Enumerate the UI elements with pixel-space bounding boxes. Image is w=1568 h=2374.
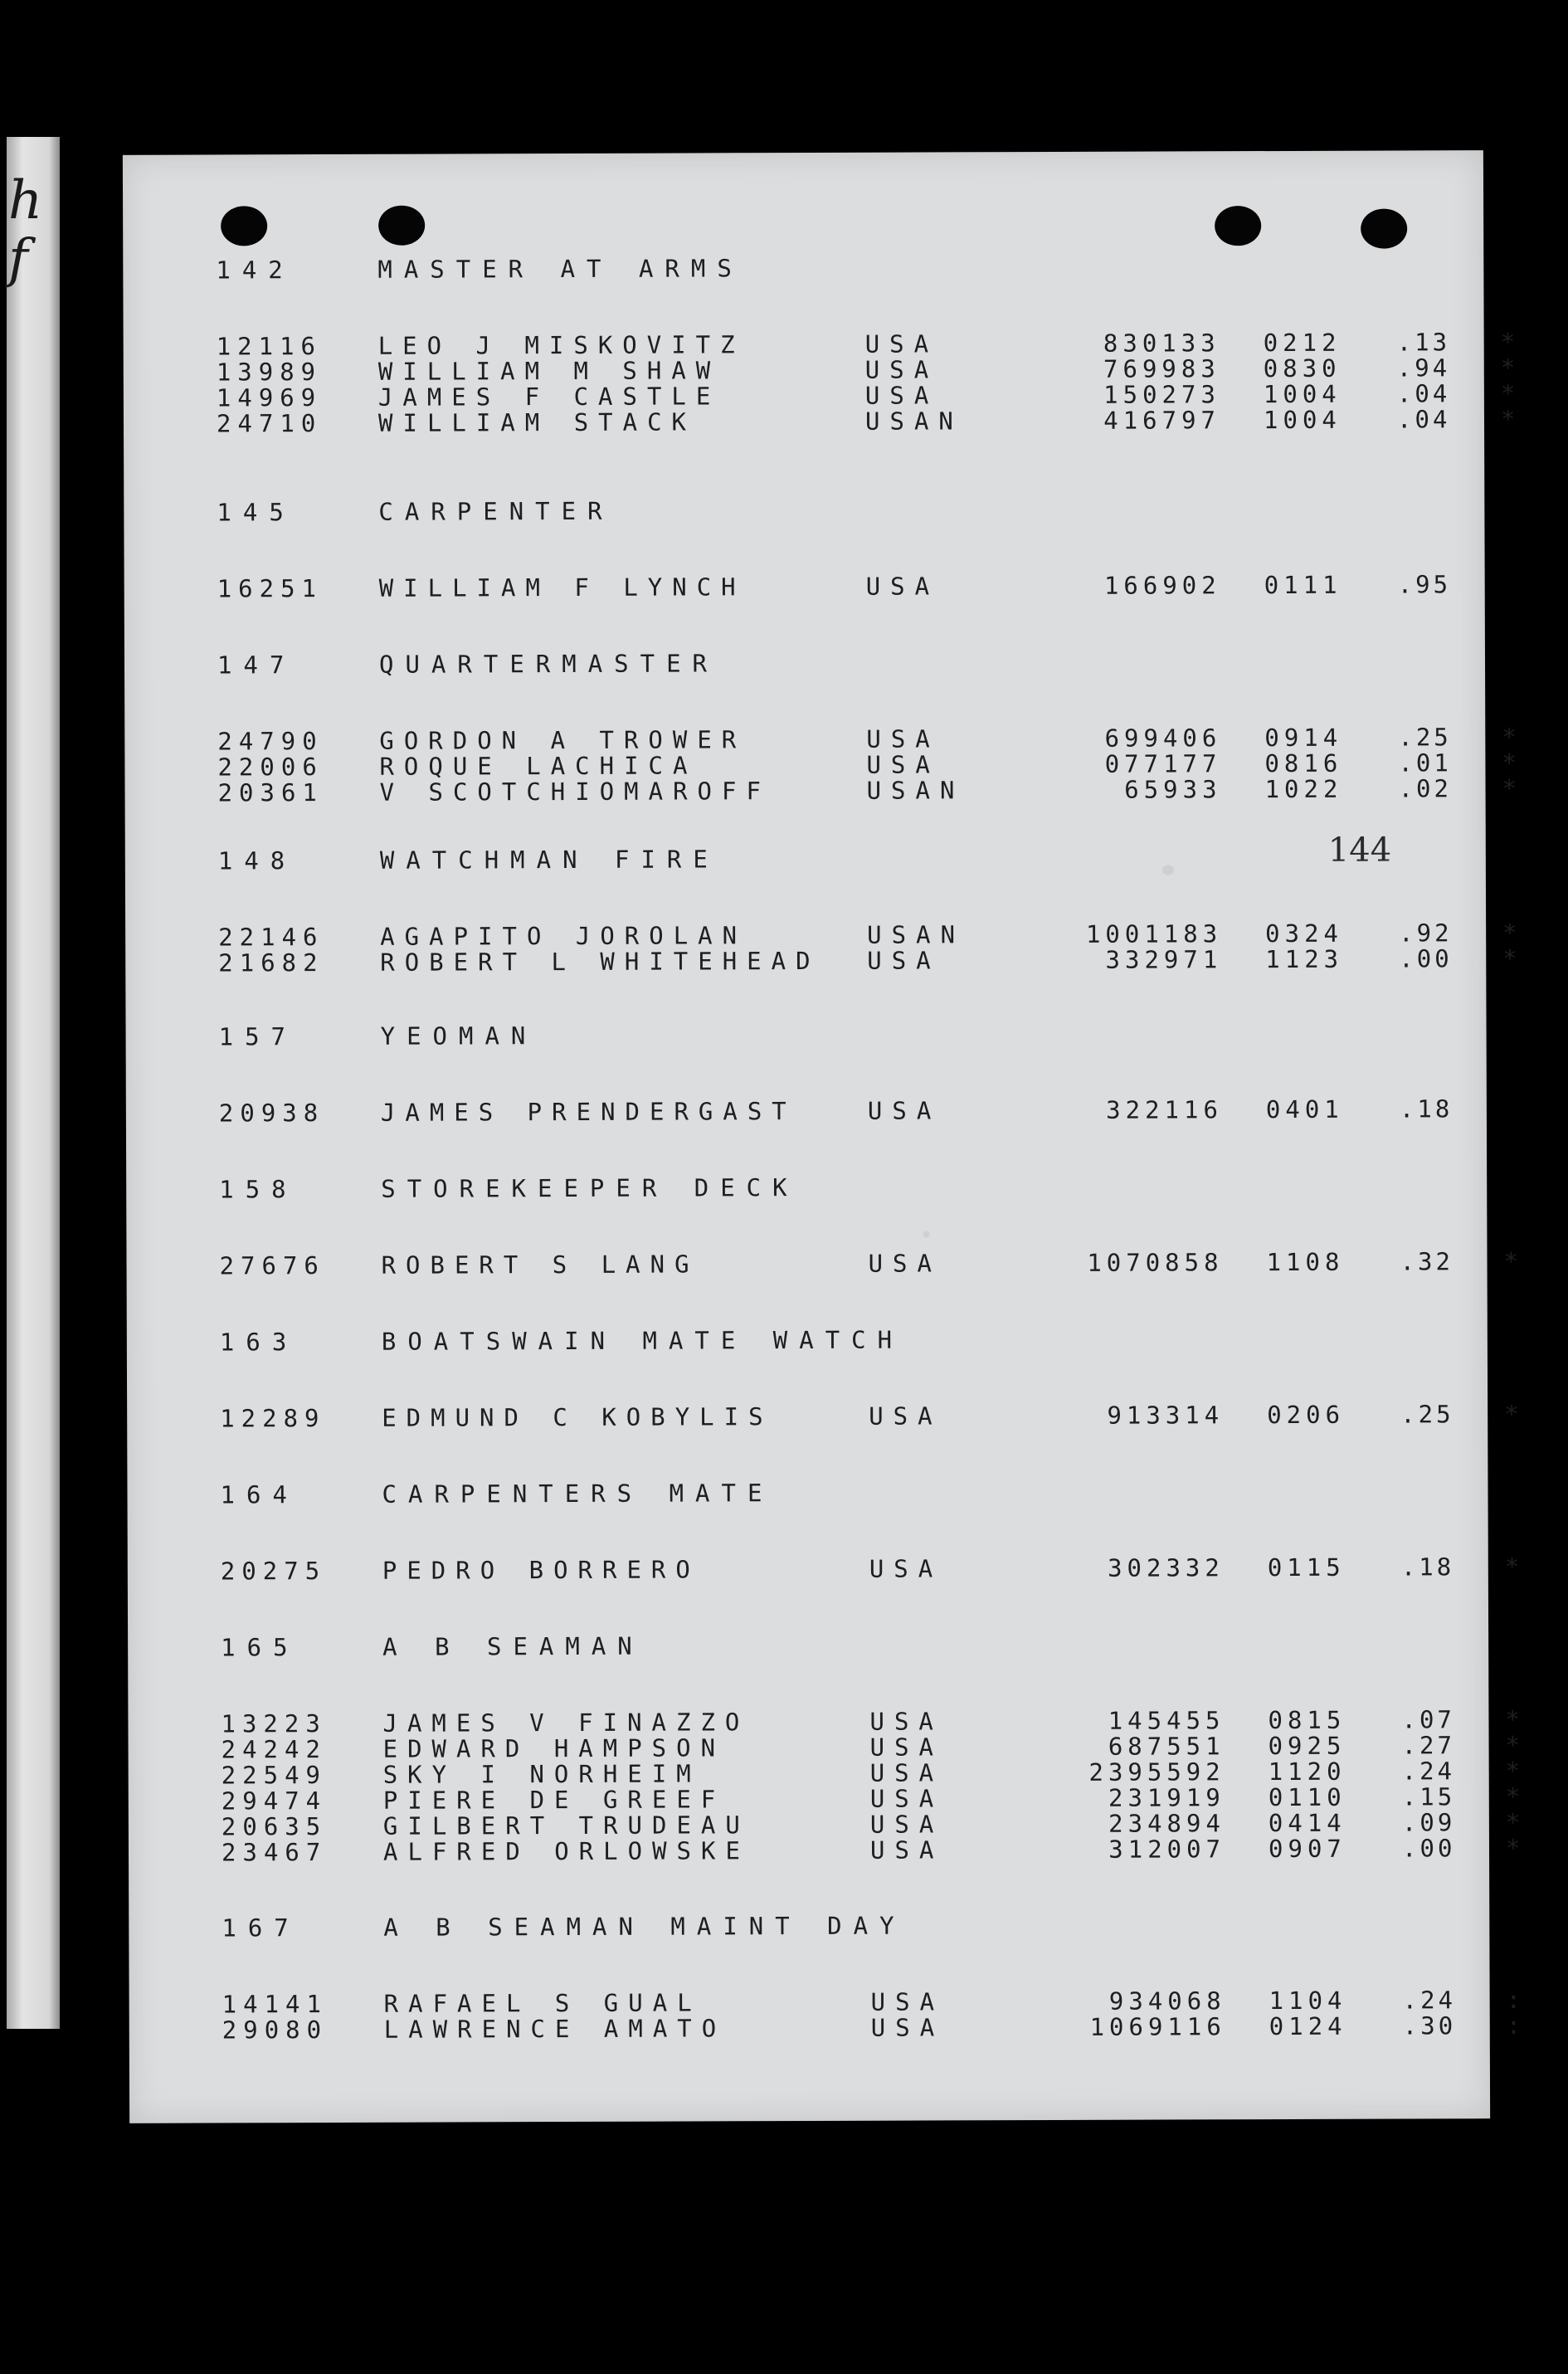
punch-hole bbox=[1361, 208, 1407, 248]
row-country: USA bbox=[864, 329, 939, 358]
row-country: USA bbox=[869, 1554, 943, 1583]
row-mark: * bbox=[1504, 1553, 1520, 1582]
row-id: 29080 bbox=[222, 2016, 329, 2045]
row-id: 21682 bbox=[218, 948, 324, 977]
row-code: 1123 bbox=[1265, 944, 1344, 974]
row-id: 24790 bbox=[217, 727, 324, 756]
row-pct: .18 bbox=[1399, 1094, 1454, 1124]
row-name: GORDON A TROWER bbox=[379, 725, 747, 755]
row-name: WILLIAM STACK bbox=[377, 407, 697, 437]
row-code: 0830 bbox=[1263, 353, 1342, 383]
paper-speck bbox=[923, 1231, 929, 1237]
punch-hole bbox=[1215, 206, 1261, 246]
row-pct: .94 bbox=[1396, 353, 1451, 383]
row-id: 22146 bbox=[218, 923, 324, 952]
left-page-edge bbox=[7, 137, 60, 2029]
row-name: PIERE DE GREEF bbox=[382, 1785, 726, 1815]
row-pct: .24 bbox=[1402, 1986, 1457, 2015]
row-mark: * bbox=[1505, 1731, 1521, 1760]
row-country: USA bbox=[866, 750, 940, 779]
row-country: USA bbox=[869, 1784, 944, 1813]
row-number: 830133 bbox=[1103, 329, 1220, 358]
row-mark: * bbox=[1505, 1834, 1521, 1863]
row-name: AGAPITO JOROLAN bbox=[380, 921, 747, 951]
row-country: USA bbox=[870, 2013, 945, 2042]
row-id: 22549 bbox=[221, 1761, 328, 1790]
row-pct: .27 bbox=[1401, 1731, 1456, 1760]
row-name: V SCOTCHIOMAROFF bbox=[379, 777, 771, 807]
row-name: WILLIAM M SHAW bbox=[377, 356, 721, 386]
row-name: ROQUE LACHICA bbox=[379, 751, 698, 781]
row-number: 231919 bbox=[1108, 1783, 1225, 1812]
row-name: ROBERT L WHITEHEAD bbox=[380, 946, 821, 977]
row-name: RAFAEL S GUAL bbox=[383, 1988, 702, 2018]
row-pct: .18 bbox=[1400, 1553, 1455, 1582]
row-name: SKY I NORHEIM bbox=[382, 1759, 701, 1789]
row-id: 27676 bbox=[219, 1251, 325, 1280]
section-title: CARPENTER bbox=[378, 496, 614, 526]
row-mark: * bbox=[1500, 328, 1516, 357]
row-number: 65933 bbox=[1124, 775, 1222, 804]
row-pct: .00 bbox=[1399, 944, 1453, 973]
row-number: 1070858 bbox=[1087, 1248, 1224, 1277]
row-pct: .30 bbox=[1402, 2011, 1457, 2040]
section-title: YEOMAN bbox=[380, 1021, 538, 1051]
row-mark: * bbox=[1500, 353, 1516, 383]
row-code: 1104 bbox=[1269, 1986, 1347, 2016]
row-country: USA bbox=[870, 1987, 945, 2016]
row-country: USAN bbox=[866, 776, 965, 805]
row-country: USA bbox=[869, 1810, 944, 1839]
row-code: 0124 bbox=[1269, 2011, 1347, 2041]
punch-hole bbox=[378, 206, 425, 246]
row-name: PEDRO BORRERO bbox=[382, 1555, 700, 1585]
row-number: 769983 bbox=[1103, 354, 1220, 383]
row-country: USA bbox=[869, 1733, 944, 1762]
row-pct: .01 bbox=[1398, 748, 1452, 778]
row-name: LEO J MISKOVITZ bbox=[377, 330, 745, 360]
row-code: 0401 bbox=[1265, 1094, 1344, 1124]
row-number: 166902 bbox=[1103, 571, 1221, 600]
row-number: 332971 bbox=[1105, 945, 1223, 974]
row-id: 14141 bbox=[222, 1990, 329, 2019]
row-code: 1004 bbox=[1263, 405, 1342, 435]
row-pct: .04 bbox=[1396, 379, 1451, 408]
row-mark: * bbox=[1505, 1757, 1521, 1786]
row-pct: .15 bbox=[1401, 1782, 1456, 1811]
row-name: JAMES F CASTLE bbox=[377, 382, 721, 412]
row-country: USAN bbox=[864, 407, 963, 436]
row-id: 20361 bbox=[217, 778, 324, 807]
row-pct: .07 bbox=[1401, 1705, 1455, 1734]
row-pct: .95 bbox=[1397, 570, 1452, 599]
row-mark: * bbox=[1502, 723, 1517, 752]
row-name: JAMES PRENDERGAST bbox=[380, 1097, 796, 1127]
row-number: 934068 bbox=[1108, 1986, 1226, 2016]
row-country: USA bbox=[865, 572, 940, 601]
row-name: EDWARD HAMPSON bbox=[382, 1733, 726, 1763]
row-number: 699406 bbox=[1104, 724, 1222, 753]
row-number: 1069116 bbox=[1089, 2012, 1226, 2041]
section-title: CARPENTERS MATE bbox=[382, 1479, 774, 1509]
row-mark: * bbox=[1502, 919, 1517, 948]
punch-hole bbox=[221, 206, 267, 246]
row-id: 13989 bbox=[216, 358, 323, 387]
row-mark: * bbox=[1505, 1782, 1521, 1811]
section-title: WATCHMAN FIRE bbox=[379, 845, 719, 875]
row-pct: .09 bbox=[1401, 1808, 1456, 1837]
row-id: 20635 bbox=[221, 1812, 328, 1841]
row-country: USAN bbox=[867, 920, 966, 949]
row-country: USA bbox=[868, 1249, 942, 1278]
row-pct: .92 bbox=[1399, 919, 1453, 948]
row-mark: : bbox=[1506, 1986, 1522, 2015]
row-pct: .32 bbox=[1400, 1247, 1454, 1276]
row-id: 20938 bbox=[218, 1099, 325, 1128]
row-pct: .25 bbox=[1400, 1400, 1454, 1429]
row-pct: .02 bbox=[1398, 774, 1452, 803]
section-code: 164 bbox=[220, 1480, 299, 1509]
row-id: 29474 bbox=[221, 1787, 328, 1816]
row-country: USA bbox=[864, 355, 939, 384]
row-name: ALFRED ORLOWSKE bbox=[382, 1836, 750, 1866]
row-code: 0907 bbox=[1268, 1834, 1346, 1864]
row-id: 24710 bbox=[216, 409, 323, 438]
section-code: 147 bbox=[217, 651, 296, 680]
section-code: 163 bbox=[219, 1328, 299, 1357]
row-code: 0111 bbox=[1264, 570, 1342, 600]
row-code: 0815 bbox=[1268, 1705, 1346, 1735]
row-id: 13223 bbox=[221, 1709, 327, 1738]
section-title: QUARTERMASTER bbox=[378, 649, 719, 679]
row-id: 12289 bbox=[220, 1404, 326, 1433]
row-country: USA bbox=[869, 1707, 943, 1736]
margin-scrawl: f bbox=[8, 228, 28, 290]
row-country: USA bbox=[869, 1401, 942, 1431]
row-number: 150273 bbox=[1103, 380, 1220, 409]
row-mark: * bbox=[1502, 774, 1517, 803]
row-pct: .24 bbox=[1401, 1757, 1456, 1786]
section-code: 148 bbox=[217, 846, 297, 875]
row-name: LAWRENCE AMATO bbox=[383, 2014, 727, 2044]
section-title: STOREKEEPER DECK bbox=[381, 1173, 799, 1203]
row-code: 0115 bbox=[1267, 1553, 1346, 1582]
row-mark: * bbox=[1502, 944, 1517, 973]
row-country: USA bbox=[864, 381, 939, 410]
row-id: 12116 bbox=[216, 332, 323, 361]
row-mark: * bbox=[1505, 1705, 1520, 1734]
row-pct: .04 bbox=[1396, 405, 1451, 434]
row-code: 0925 bbox=[1268, 1731, 1346, 1761]
row-number: 1001183 bbox=[1085, 919, 1223, 948]
row-pct: .25 bbox=[1398, 723, 1452, 752]
row-pct: .00 bbox=[1401, 1834, 1456, 1863]
section-code: 157 bbox=[218, 1022, 298, 1051]
row-code: 1108 bbox=[1266, 1247, 1345, 1277]
section-title: MASTER AT ARMS bbox=[377, 254, 743, 284]
row-number: 302332 bbox=[1107, 1553, 1225, 1582]
row-name: WILLIAM F LYNCH bbox=[378, 573, 746, 602]
row-mark: * bbox=[1502, 748, 1517, 778]
section-code: 142 bbox=[216, 256, 295, 285]
row-id: 23467 bbox=[221, 1838, 328, 1867]
row-id: 20275 bbox=[220, 1557, 327, 1586]
section-code: 158 bbox=[219, 1175, 298, 1204]
section-title: A B SEAMAN bbox=[382, 1631, 644, 1661]
row-code: 0816 bbox=[1264, 748, 1343, 778]
paper-speck bbox=[1162, 865, 1174, 875]
row-pct: .13 bbox=[1396, 328, 1451, 357]
row-id: 22006 bbox=[217, 753, 324, 782]
row-code: 0324 bbox=[1265, 919, 1344, 948]
row-country: USA bbox=[867, 1096, 942, 1125]
section-title: BOATSWAIN MATE WATCH bbox=[381, 1325, 904, 1356]
row-mark: * bbox=[1500, 405, 1516, 434]
row-country: USA bbox=[869, 1758, 944, 1787]
row-mark: * bbox=[1500, 379, 1516, 408]
row-mark: : bbox=[1506, 2011, 1522, 2040]
row-code: 0212 bbox=[1263, 328, 1342, 358]
row-number: 913314 bbox=[1107, 1401, 1225, 1430]
row-name: ROBERT S LANG bbox=[381, 1250, 699, 1280]
section-title: A B SEAMAN MAINT DAY bbox=[383, 1911, 906, 1942]
margin-scrawl: h bbox=[8, 170, 43, 232]
section-code: 165 bbox=[221, 1633, 299, 1662]
row-country: USA bbox=[867, 946, 941, 975]
row-number: 312007 bbox=[1108, 1835, 1226, 1864]
row-id: 24242 bbox=[221, 1735, 327, 1764]
row-number: 145455 bbox=[1108, 1706, 1225, 1735]
row-code: 0914 bbox=[1264, 723, 1343, 753]
row-mark: * bbox=[1504, 1400, 1519, 1429]
row-mark: * bbox=[1505, 1808, 1521, 1837]
row-id: 16251 bbox=[217, 574, 324, 603]
row-country: USA bbox=[866, 724, 940, 753]
row-number: 2395592 bbox=[1088, 1757, 1225, 1787]
row-number: 322116 bbox=[1106, 1095, 1223, 1124]
row-number: 416797 bbox=[1103, 406, 1221, 435]
row-code: 0206 bbox=[1267, 1400, 1346, 1430]
section-code: 145 bbox=[217, 498, 295, 527]
row-number: 077177 bbox=[1104, 749, 1222, 778]
document-sheet bbox=[123, 150, 1522, 2123]
row-code: 0414 bbox=[1268, 1808, 1346, 1838]
row-mark: * bbox=[1503, 1247, 1519, 1276]
row-code: 1022 bbox=[1264, 774, 1343, 804]
row-id: 14969 bbox=[216, 383, 323, 412]
row-country: USA bbox=[869, 1835, 944, 1865]
row-name: GILBERT TRUDEAU bbox=[382, 1811, 750, 1840]
row-name: EDMUND C KOBYLIS bbox=[382, 1402, 773, 1432]
row-name: JAMES V FINAZZO bbox=[382, 1708, 750, 1738]
row-code: 1004 bbox=[1263, 379, 1342, 409]
section-code: 167 bbox=[222, 1913, 300, 1943]
handwritten-page-number: 144 bbox=[1327, 831, 1392, 870]
row-code: 0110 bbox=[1268, 1782, 1346, 1812]
row-number: 687551 bbox=[1108, 1732, 1225, 1761]
row-number: 234894 bbox=[1108, 1809, 1225, 1838]
row-code: 1120 bbox=[1268, 1757, 1346, 1787]
